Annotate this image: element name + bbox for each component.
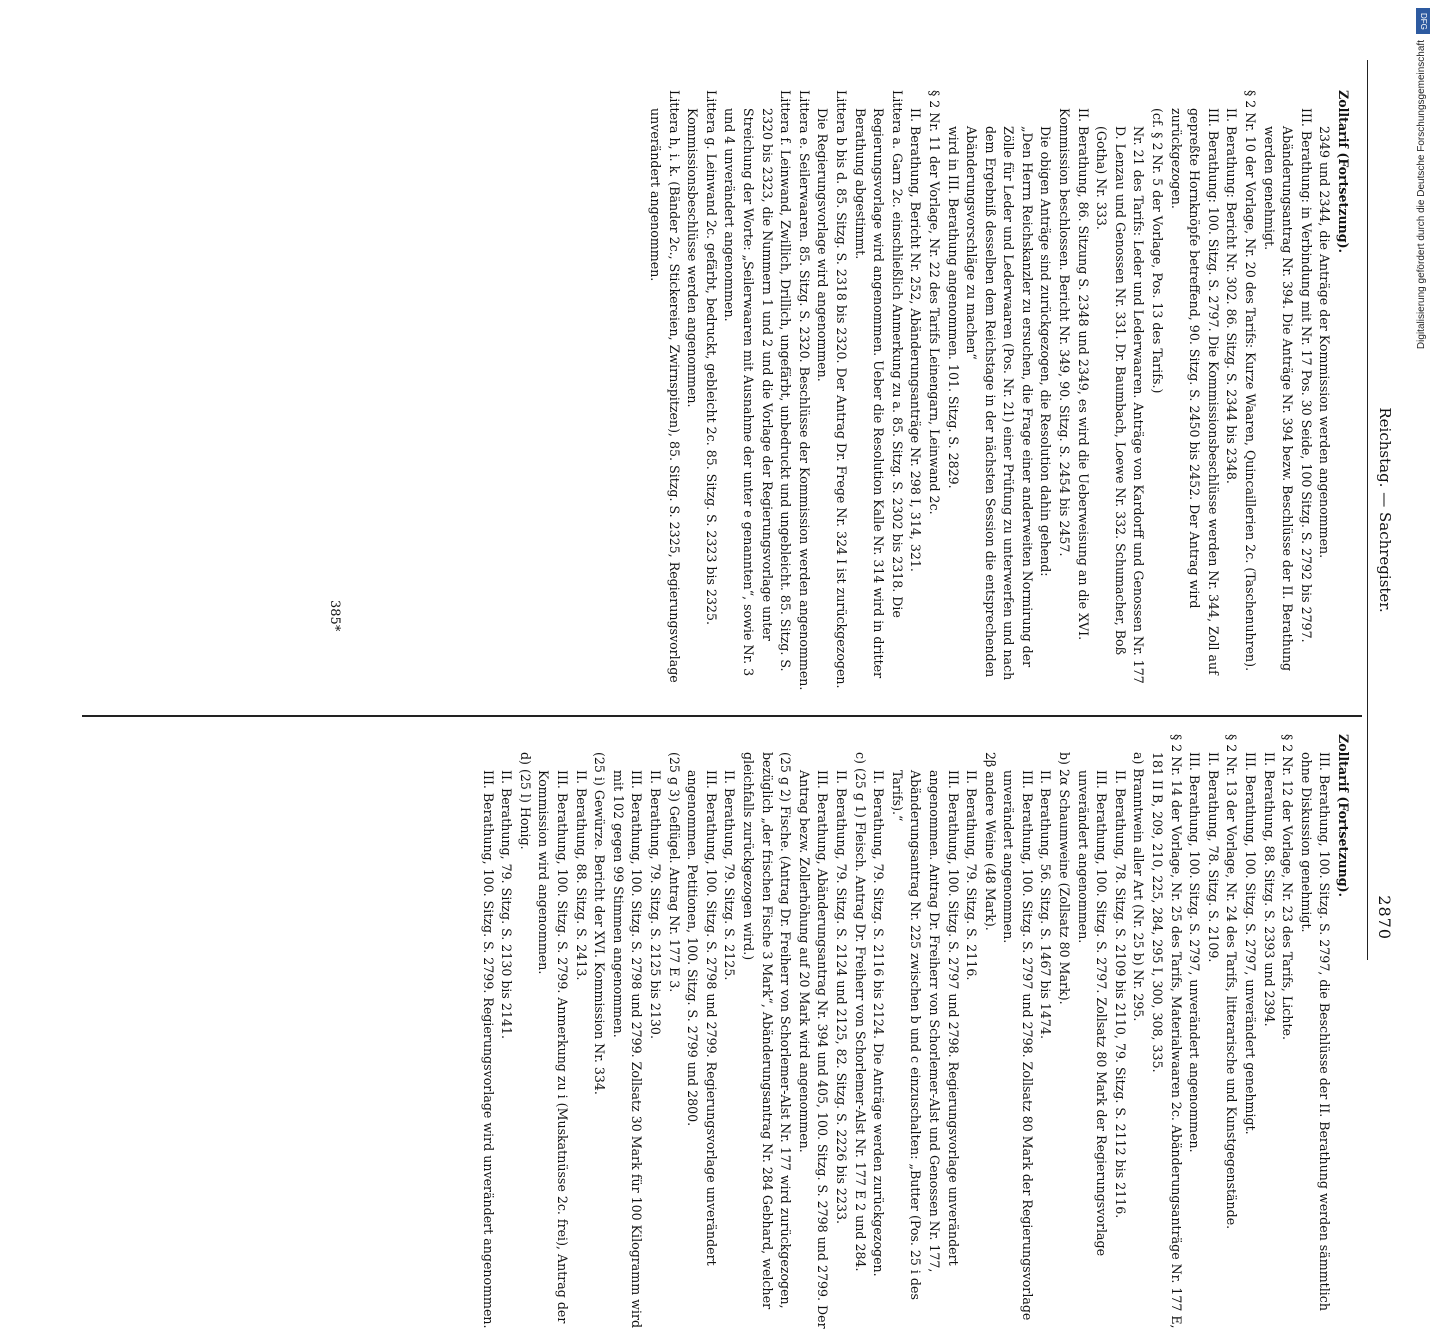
register-entry: II. Berathung, 86. Sitzung S. 2348 und 2349, es wird die Ueberweisung an die XVI. Kommission beschlossen. Bericht Nr. 349, 90. Sitzg. S. 2454 bis 2457. [1057, 108, 1091, 641]
register-entry: II. Berathung, 79. Sitzg. S. 2130 bis 2141. [499, 770, 515, 1039]
register-entry: II. Berathung, 79. Sitzg. S. 2124 und 2125, 82. Sitzg. S. 2226 bis 2233. [833, 770, 849, 1224]
register-entry: III. Berathung, 100. Sitzg. S. 2797 und 2798. Zollsatz 80 Mark der Regierungsvorlage unverändert angenommen. [1001, 770, 1035, 1321]
register-entry: II. Berathung, 88. Sitzg. S. 2393 und 2394. [1261, 752, 1277, 1027]
register-entry: Littera a. Garn 2c. einschließlich Anmerkung zu a. 85. Sitzg. S. 2302 bis 2318. Die Regierungsvorlage wird angenommen. Ueber die Resolution Kalle Nr. 314 wird in dritter Berathung abgestimmt. [852, 90, 905, 679]
register-entry: Littera e. Seilerwaaren. 85. Sitzg. S. 2320. Beschlüsse der Kommission werden angenommen. [796, 90, 812, 691]
register-entry: II. Berathung, 78. Sitzg. S. 2109 bis 2110, 79. Sitzg. S. 2112 bis 2116. [1112, 770, 1128, 1219]
register-entry: III. Berathung, 100. Sitzg. S. 2799. Regierungsvorlage wird unverändert angenommen. [480, 770, 496, 1329]
register-entry: Abänderungsantrag Nr. 394. Die Anträge Nr. 394 bezw. Beschlüsse der II. Berathung werden genehmigt. [1261, 126, 1296, 672]
register-entry: II. Berathung, 78. Sitzg. S. 2109. [1205, 752, 1221, 963]
right-column [478, 734, 1352, 1334]
column-divider [82, 715, 1362, 717]
register-entry: c) (25 g 1) Fleisch. Antrag Dr. Freiherr von Schorlemer-Alst Nr. 177 E 2 und 284. [852, 752, 868, 1272]
register-entry: Littera h, i. k. (Bänder 2c., Stickereien, Zwirnspitzen), 85. Sitzg. S. 2325, Regierungsvorlage unverändert angenommen. [648, 90, 682, 683]
header-title: Reichstag. — Sachregister. [1376, 407, 1394, 613]
running-header [1370, 60, 1394, 960]
register-entry: III. Berathung, 100. Sitzg. S. 2797, unverändert genehmigt. [1243, 752, 1259, 1135]
register-entry: III. Berathung, 100. Sitzg. S. 2797 und 2798. Regierungsvorlage unverändert angenommen. Antrag Dr. Freiherr von Schorlemer-Alst und Genossen Nr. 177, Abänderungsantrag Nr. 225 zwischen b und c einzuschalten: „Butter (Pos. 25 i des Tarifs).“ [889, 770, 961, 1300]
register-entry: (25 i) Gewürze. Bericht der XVI. Kommission Nr. 334. [592, 752, 608, 1095]
register-entry: III. Berathung, 100. Sitzg. S. 2798 und 2799. Regierungsvorlage unverändert angenommen. Petitionen, 100. Sitzg. S. 2799 und 2800. [685, 770, 719, 1266]
register-entry: II. Berathung, 56. Sitzg. S. 1467 bis 1474. [1038, 770, 1054, 1039]
header-rule [1367, 60, 1368, 960]
register-entry: 2β andere Weine (48 Mark). [982, 752, 998, 931]
register-entry: § 2 Nr. 10 der Vorlage, Nr. 20 des Tarifs: Kurze Waaren, Quincaillerien 2c. (Taschenuhren). [1243, 90, 1259, 672]
register-entry: wird in III. Berathung angenommen. 101. Sitzg. S. 2829. [945, 126, 961, 489]
register-entry: a) Branntwein aller Art (Nr. 25 b) Nr. 295. [1131, 752, 1147, 1022]
register-entry: III. Berathung, 100. Sitzg. S. 2798 und 2799. Zollsatz 30 Mark für 100 Kilogramm wird mit 102 gegen 99 Stimmen angenommen. [610, 770, 645, 1329]
register-entry: Littera f. Leinwand, Zwillich, Drillich, ungefärbt, unbedruckt und ungebleicht. 85. Sitzg. S. 2320 bis 2323, die Nummern 1 und 2 und die Vorlage der Regierungsvorlage unter Streichung der Worte: „Seilerwaaren mit Ausnahme der unter e genannten“, sowie Nr. 3 und 4 unverändert angenommen. [722, 90, 794, 677]
register-entry: II. Berathung, Bericht Nr. 252, Abänderungsanträge Nr. 298 I, 314, 321. [908, 108, 924, 572]
page-number: 2870 [1375, 895, 1394, 940]
register-entry: III. Berathung, 100. Sitzg. S. 2797, die Beschlüsse der II. Berathung werden sämmtlich ohne Diskussion genehmigt. [1298, 752, 1333, 1311]
register-entry: b) 2α Schaumweine (Zollsatz 80 Mark). [1057, 752, 1073, 1005]
left-column [645, 90, 1352, 700]
register-entry: Littera b bis d. 85. Sitzg. S. 2318 bis 2320. Der Antrag Dr. Frege Nr. 324 I ist zurückgezogen. Die Regierungsvorlage wird angenommen. [815, 90, 849, 689]
register-entry: Littera g. Leinwand 2c. gefärbt, bedruckt, gebleicht 2c. 85. Sitzg. S. 2323 bis 2325. Kommissionsbeschlüsse werden angenommen. [685, 90, 719, 626]
page-footer-mark: 385* [327, 600, 342, 632]
register-entry: § 2 Nr. 13 der Vorlage, Nr. 24 des Tarifs, litterarische und Kunstgegenstände. [1224, 734, 1240, 1230]
register-entry: II. Berathung, 88. Sitzg. S. 2413. [573, 770, 589, 981]
register-entry: III. Berathung, 100. Sitzg. S. 2797, unverändert angenommen. [1187, 752, 1203, 1153]
register-entry: II. Berathung, 79. Sitzg. S. 2125. [722, 770, 738, 981]
register-entry: (25 g 2) Fische. (Antrag Dr. Freiherr von Schorlemer-Alst Nr. 177 wird zurückgezogen, bezüglich „der frischen Fische 3 Mark“, Abänderungsantrag Nr. 284 Gebhard, welcher gleichfalls zurückgezogen wird.) [741, 752, 794, 1310]
dfg-banner-text: Digitalisierung gefördert durch die Deutsche Forschungsgemeinschaft [1416, 40, 1427, 350]
register-entry: II. Berathung: Bericht Nr. 302. 86. Sitzg. S. 2344 bis 2348. [1224, 108, 1240, 484]
register-entry: II. Berathung, 79. Sitzg. S. 2125 bis 2130. [648, 770, 664, 1039]
register-entry: 2349 und 2344, die Anträge der Kommission werden angenommen. [1317, 126, 1333, 559]
register-entry: III. Berathung, Abänderungsantrag Nr. 394 und 405, 100. Sitzg. S. 2798 und 2799. Der Antrag bezw. Zollerhöhung auf 20 Mark wird angenommen. [796, 770, 831, 1329]
dfg-side-banner [1414, 0, 1432, 1000]
register-entry: III. Berathung, 100. Sitzg. S. 2797. Zollsatz 80 Mark der Regierungsvorlage unverändert angenommen. [1075, 770, 1110, 1257]
register-entry: d) (25 l) Honig. [517, 752, 533, 850]
register-entry: Nr. 21 des Tarifs: Leder und Lederwaaren. Anträge von Kardorff und Genossen Nr. 177 D. Lenzau und Genossen Nr. 331. Dr. Baumbach, Loewe Nr. 332. Schumacher, Boß (Gotha) Nr. 333. [1094, 126, 1147, 684]
register-entry: Die obigen Anträge sind zurückgezogen, die Resolution dahin gehend: [1038, 126, 1054, 577]
register-entry: III. Berathung: in Verbindung mit Nr. 17 Pos. 30 Seide, 100 Sitzg. S. 2792 bis 2797. [1298, 108, 1314, 643]
register-entry: Zolltarif (Fortsetzung). [1336, 90, 1351, 253]
register-entry: Zolltarif (Fortsetzung). [1336, 734, 1351, 897]
register-entry: (cf. § 2 Nr. 5 der Vorlage, Pos. 13 des Tarifs.) [1150, 108, 1166, 394]
register-entry: § 2 Nr. 11 der Vorlage, Nr. 22 des Tarifs Leinengarn, Leinwand 2c. [926, 90, 942, 515]
register-entry: „Den Herrn Reichskanzler zu ersuchen, die Frage einer anderweiten Normirung der Zölle für Leder und Lederwaaren (Pos. Nr. 21) einer Prüfung zu unterwerfen und nach dem Ergebniß desselben dem Reichstage in der nächsten Session die entsprechenden Abänderungsvorschläge zu machen“ [964, 126, 1035, 681]
register-entry: II. Berathung, 79. Sitzg. S. 2116 bis 2124. Die Anträge werden zurückgezogen. [871, 770, 887, 1277]
register-entry: (25 g 3) Geflügel. Antrag Nr. 177 E 3. [666, 752, 682, 993]
register-entry: III. Berathung, 100. Sitzg. S. 2799. Anmerkung zu i (Muskatnüsse 2c. frei), Antrag der Kommission wird angenommen. [536, 770, 571, 1324]
register-entry: II. Berathung, 79. Sitzg. S. 2116. [964, 770, 980, 981]
register-entry: § 2 Nr. 12 der Vorlage, Nr. 23 des Tarifs, Lichte. [1280, 734, 1296, 1040]
register-entry: § 2 Nr. 14 der Vorlage, Nr. 25 des Tarifs, Materialwaaren 2c. Abänderungsanträge Nr. 177 E, 181 II B, 209, 210, 225, 284, 295 I, 300, 308, 335. [1150, 734, 1184, 1329]
register-entry: III. Berathung: 100. Sitzg. S. 2797. Die Kommissionsbeschlüsse werden Nr. 344, Zoll auf gepreßte Hornknöpfe betreffend, 90. Sitzg. S. 2450 bis 2452. Der Antrag wird zurückgezogen. [1168, 108, 1221, 675]
dfg-logo: DFG [1416, 8, 1430, 34]
